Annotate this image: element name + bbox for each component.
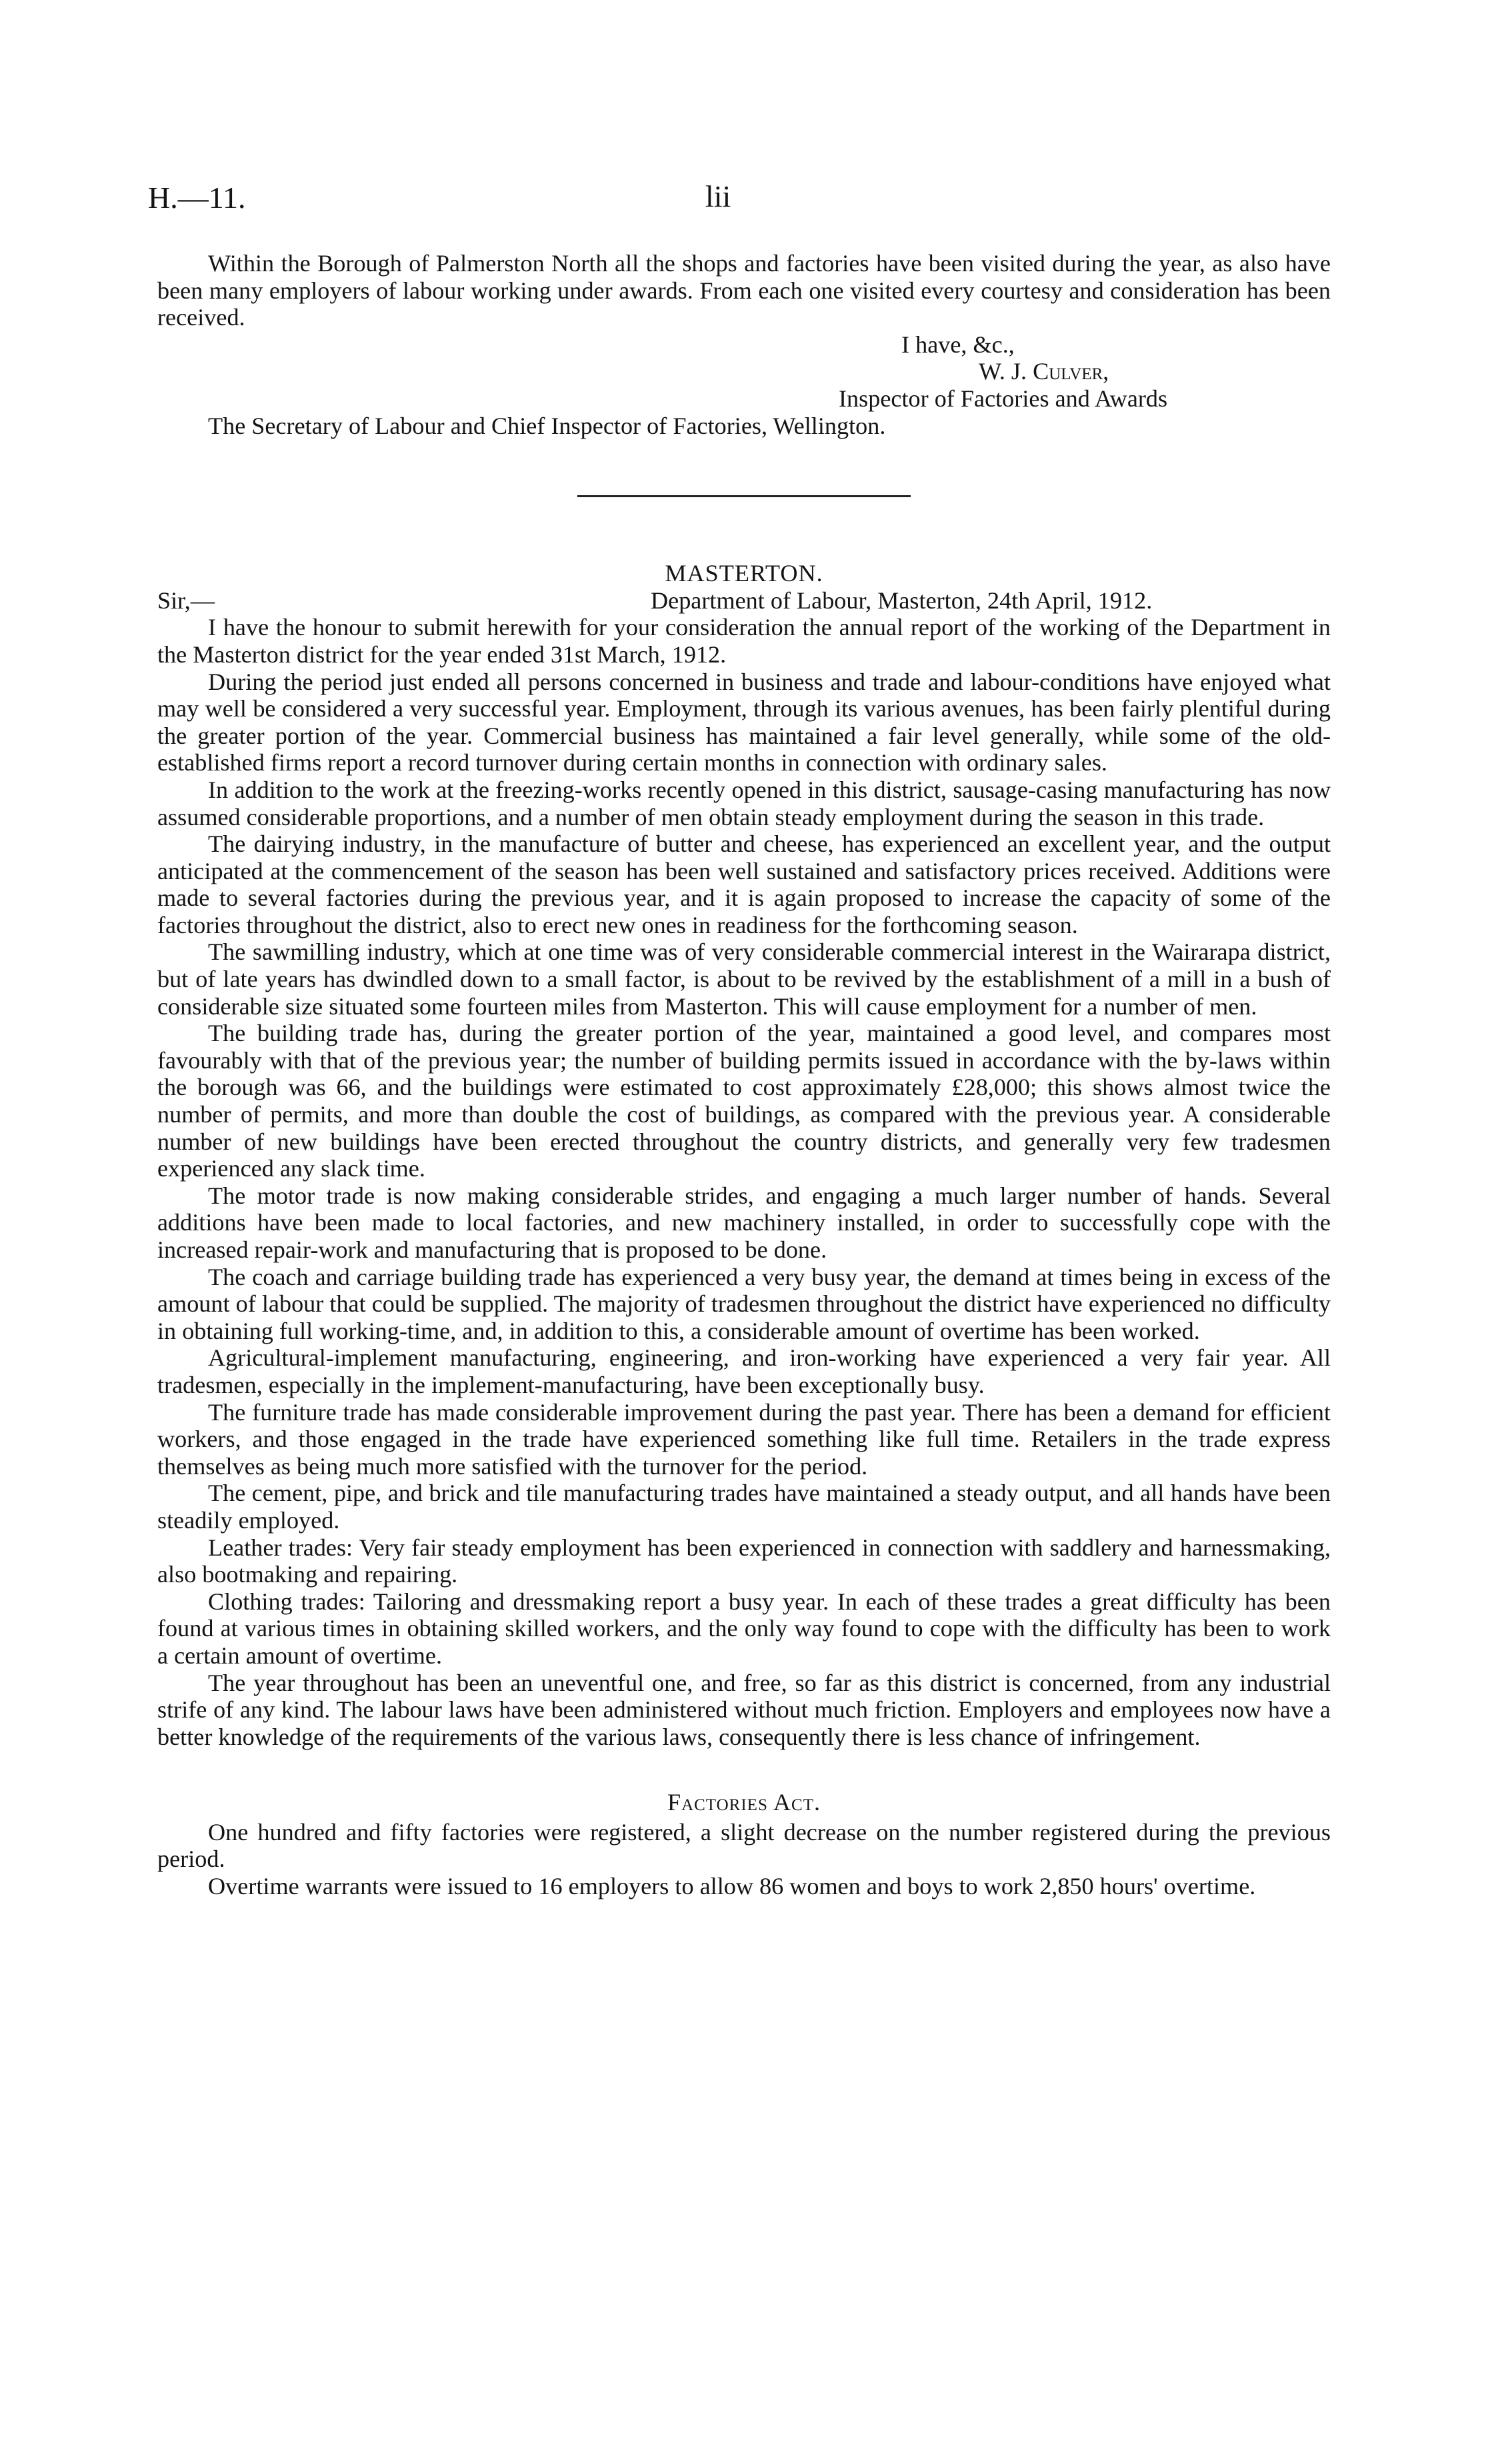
factories-act-heading: Factories Act.	[667, 1789, 821, 1816]
report-paragraph: Leather trades: Very fair steady employment has been experienced in connection with saddlery and harnessmaking, also bootmaking and repairing.	[157, 1534, 1331, 1588]
report-paragraph: The furniture trade has made considerable improvement during the past year. There has been a demand for efficient workers, and those engaged in the trade have experienced something like full time. Retailers in the trade express themselves as being much more satisfied with the turnover for the period.	[157, 1398, 1331, 1480]
page-header-code: H.—11.	[148, 181, 246, 215]
report-paragraph: The dairying industry, in the manufacture of butter and cheese, has experienced an excellent year, and the output anticipated at the commencement of the season has been well sustained and satisfactory prices received. Additions were made to several factories during the previous year, and it is again proposed to increase the capacity of some of the factories throughout the district, also to erect new ones in readiness for the forthcoming season.	[157, 830, 1331, 938]
report-paragraph: In addition to the work at the freezing-works recently opened in this district, sausage-casing manufacturing has now assumed considerable proportions, and a number of men obtain steady employment during the season in this trade.	[157, 776, 1331, 830]
salutation: Sir,—	[157, 587, 215, 614]
letter-signatory-title: Inspector of Factories and Awards	[839, 385, 1168, 412]
report-paragraph: The sawmilling industry, which at one time was of very considerable commercial interest in the Wairarapa district, but of late years has dwindled down to a small factor, is about to be revived by the establishment of a mill in a bush of considerable size situated some fourteen miles from Masterton. This will cause employment for a number of men.	[157, 938, 1331, 1020]
letter-signatory: W. J. Culver,	[979, 358, 1109, 385]
report-paragraph: Agricultural-implement manufacturing, engineering, and iron-working have experienced a very fair year. All tradesmen, especially in the implement-manufacturing, have been exceptionally busy.	[157, 1344, 1331, 1398]
report-paragraph: The coach and carriage building trade has experienced a very busy year, the demand at times being in excess of the amount of labour that could be supplied. The majority of tradesmen throughout the district have experienced no difficulty in obtaining full working-time, and, in addition to this, a considerable amount of overtime has been worked.	[157, 1263, 1331, 1344]
report-paragraph: Clothing trades: Tailoring and dressmaking report a busy year. In each of these trades a great difficulty has been found at various times in obtaining skilled workers, and the only way found to cope with the difficulty has been to work a certain amount of overtime.	[157, 1588, 1331, 1669]
report-paragraph: The building trade has, during the greater portion of the year, maintained a good level, and compares most favourably with that of the previous year; the number of building permits issued in accordance with the by-laws within the borough was 66, and the buildings were estimated to cost approximately £28,000; this shows almost twice the number of permits, and more than double the cost of buildings, as compared with the previous year. A considerable number of new buildings have been erected throughout the country districts, and generally very few tradesmen experienced any slack time.	[157, 1020, 1331, 1182]
page-number: lii	[705, 179, 731, 213]
dateline: Department of Labour, Masterton, 24th April, 1912.	[651, 587, 1153, 614]
factories-act-paragraph: One hundred and fifty factories were registered, a slight decrease on the number registered during the previous period.	[157, 1818, 1331, 1873]
palmerston-paragraph: Within the Borough of Palmerston North all the shops and factories have been visited during the year, as also have been many employers of labour working under awards. From each one visited every courtesy and consideration has been received.	[157, 250, 1331, 331]
section-title-masterton: MASTERTON.	[665, 560, 823, 587]
letter-closing: I have, &c.,	[901, 331, 1015, 358]
report-paragraph: The motor trade is now making considerable strides, and engaging a much larger number of hands. Several additions have been made to local factories, and new machinery installed, in order to successfully cope with the increased repair-work and manufacturing that is proposed to be done.	[157, 1182, 1331, 1263]
report-paragraph: The year throughout has been an uneventful one, and free, so far as this district is concerned, from any industrial strife of any kind. The labour laws have been administered without much friction. Employers and employees now have a better knowledge of the requirements of the various laws, consequently there is less chance of infringement.	[157, 1669, 1331, 1750]
report-paragraph: I have the honour to submit herewith for your consideration the annual report of the working of the Department in the Masterton district for the year ended 31st March, 1912.	[157, 614, 1331, 668]
report-paragraph: The cement, pipe, and brick and tile manufacturing trades have maintained a steady output, and all hands have been steadily employed.	[157, 1480, 1331, 1534]
salutation-line	[157, 587, 1331, 615]
letter-addressee: The Secretary of Labour and Chief Inspector of Factories, Wellington.	[208, 412, 886, 439]
report-paragraph: During the period just ended all persons concerned in business and trade and labour-conditions have enjoyed what may well be considered a very successful year. Employment, through its various avenues, has been fairly plentiful during the greater portion of the year. Commercial business has maintained a fair level generally, while some of the old-established firms report a record turnover during certain months in connection with ordinary sales.	[157, 668, 1331, 776]
factories-act-paragraph: Overtime warrants were issued to 16 employers to allow 86 women and boys to work 2,850 hours' overtime.	[208, 1873, 1256, 1900]
section-divider	[577, 495, 911, 497]
page-content	[157, 250, 1331, 1900]
